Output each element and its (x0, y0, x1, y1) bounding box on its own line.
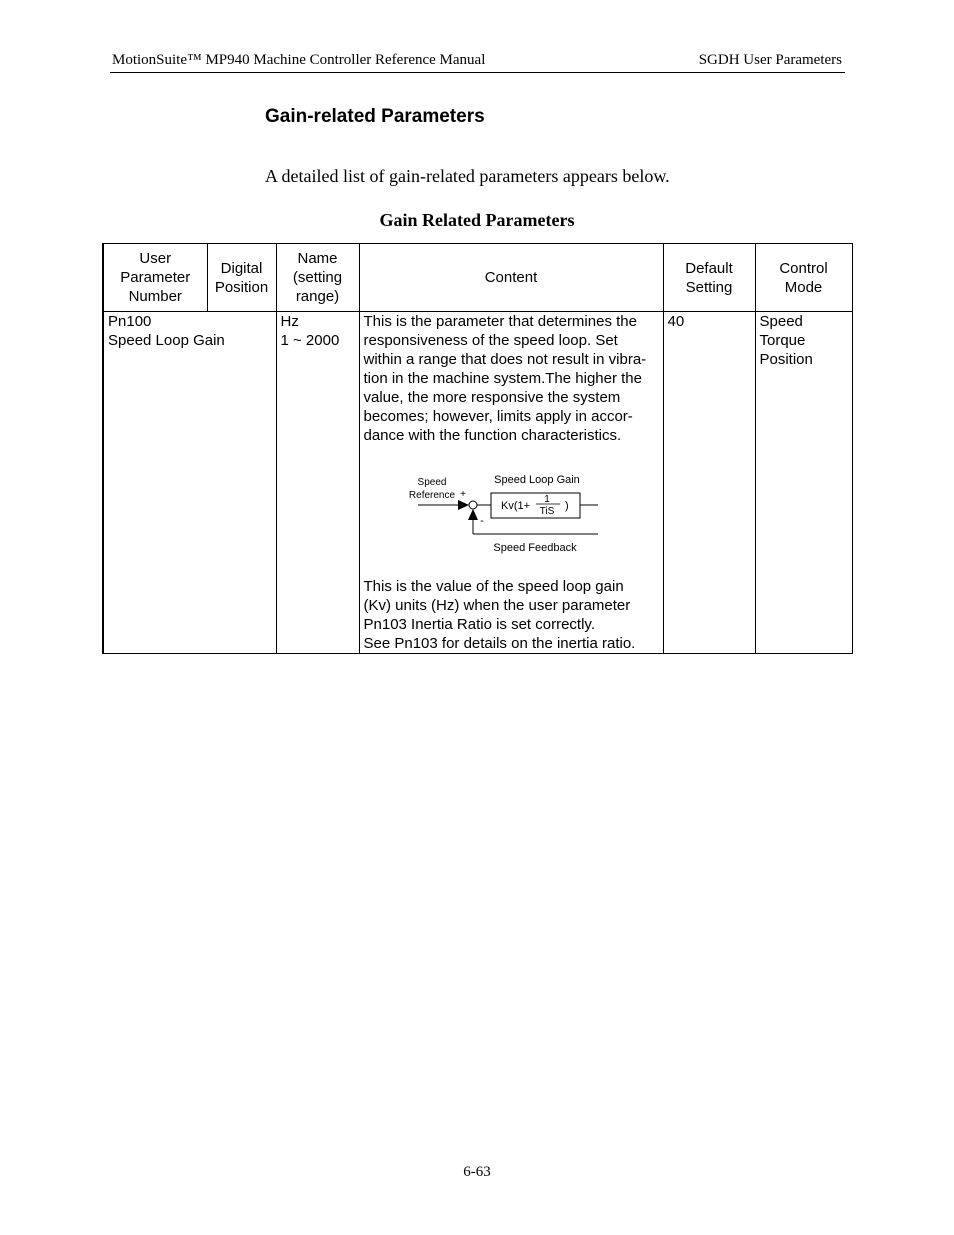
column-header-default-setting: Default Setting (663, 244, 755, 312)
diagram-block-suffix: ) (564, 500, 569, 512)
intro-text: A detailed list of gain-related parameters appears below. (265, 166, 670, 186)
cell-setting-range (276, 312, 359, 654)
parameter-number: Pn100 (108, 313, 152, 330)
table-title: Gain Related Parameters (379, 210, 575, 230)
diagram-block-title: Speed Loop Gain (493, 474, 580, 486)
table-header-row (103, 244, 852, 312)
control-mode-position: Position (759, 351, 813, 368)
diagram-input-arrowhead (458, 500, 469, 510)
control-mode-torque: Torque (759, 332, 806, 349)
diagram-input-label-line1: Speed (417, 477, 446, 488)
header-section-name: SGDH User Parameters (698, 52, 842, 68)
cell-parameter-number (103, 312, 276, 654)
diagram-minus-sign: - (479, 515, 484, 527)
speed-loop-block-diagram (364, 467, 660, 557)
column-header-user-parameter-number: User Parameter Number (103, 244, 207, 312)
diagram-block-prefix: Kv(1+ (500, 500, 530, 512)
cell-default-setting: 40 (663, 312, 755, 654)
parameter-name: Speed Loop Gain (108, 332, 225, 349)
diagram-summing-junction (469, 501, 477, 509)
table-row (103, 312, 852, 654)
diagram-feedback-arrowhead (468, 509, 478, 520)
column-header-content: Content (359, 244, 663, 312)
header-rule (110, 72, 845, 73)
diagram-block-numerator: 1 (543, 494, 550, 505)
page-number: 6-63 (463, 1164, 491, 1180)
diagram-block-denominator: TiS (539, 506, 554, 517)
content-paragraph-2: This is the value of the speed loop gain (Kv) units (Hz) when the user parameter Pn103 Inertia Ratio is set correctly. See Pn103 for details on the inertia ratio. (363, 578, 636, 652)
control-mode-speed: Speed (759, 313, 803, 330)
cell-content (359, 312, 663, 654)
cell-control-mode (755, 312, 852, 654)
diagram-input-label-line2: Reference (408, 490, 455, 501)
column-header-digital-position: Digital Position (207, 244, 276, 312)
section-title: Gain-related Parameters (265, 106, 485, 127)
column-header-control-mode: Control Mode (755, 244, 852, 312)
header-manual-title: MotionSuite™ MP940 Machine Controller Reference Manual (112, 52, 486, 68)
content-paragraph-1: This is the parameter that determines the responsiveness of the speed loop. Set within a range that does not result in vibra- tion in the machine system.The higher the value, the more responsive the system becomes; however, limits apply in accor- dance with the function characteristics. (363, 313, 647, 444)
diagram-plus-sign: + (459, 489, 466, 500)
gain-parameters-table (102, 243, 853, 654)
setting-range: 1 ~ 2000 (280, 332, 340, 349)
column-header-name: Name (setting range) (276, 244, 359, 312)
setting-unit: Hz (280, 313, 299, 330)
diagram-feedback-label: Speed Feedback (492, 542, 577, 554)
